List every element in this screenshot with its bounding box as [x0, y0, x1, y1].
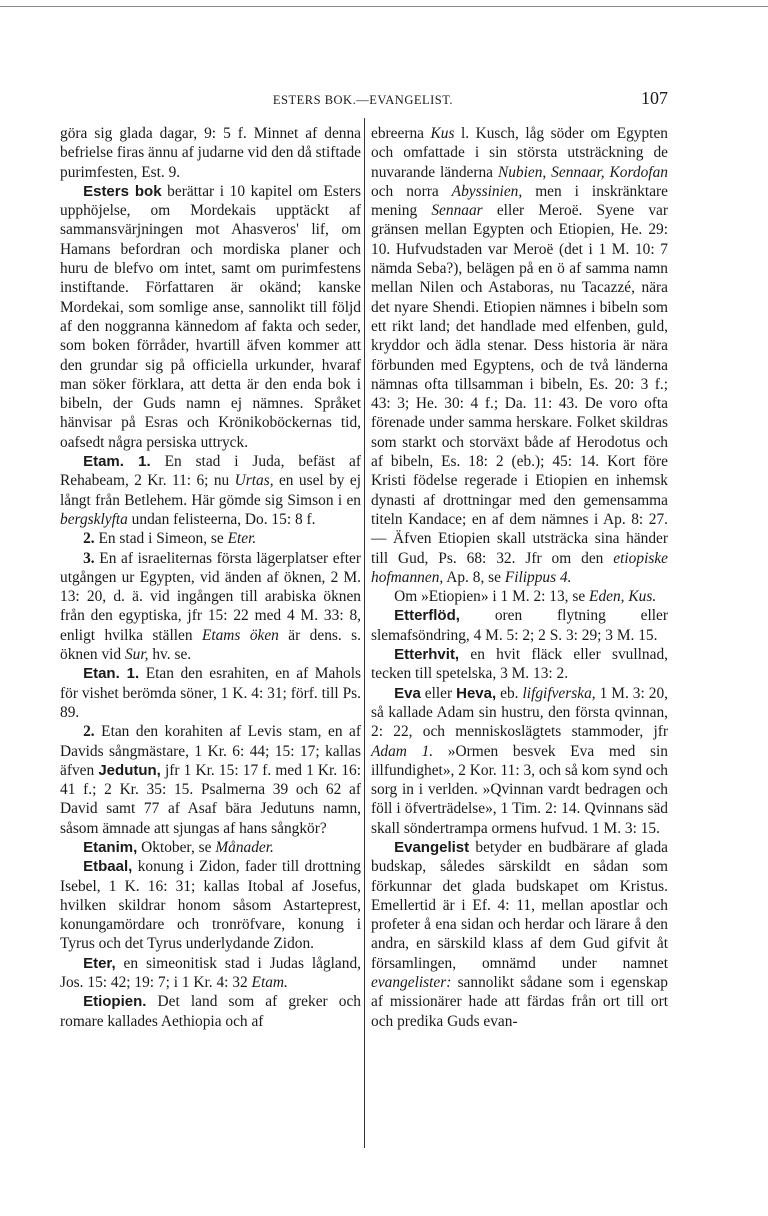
- headword: Etan. 1.: [83, 665, 140, 683]
- entry-etiopien-continued: ebreerna Kus l. Kusch, låg söder om Egypten och omfattade i sin största utsträckning de nuvarande länderna Nubien, Sennaar, Kordofan och norra Abyssinien, men i inskränktare mening Sennaar eller Meroë. Syene var gränsen mellan Egypten och Etiopien, He. 29: 10. Hufvudstaden var Meroë (det i 1 M. 10: 7 nämda Seba?), belägen på en ö af samma namn mellan Nilen och Astaboras, nu Tacazzé, nära det nyare Shendi. Etiopien nämnes i bibeln som ett rikt land; det handlade med elfenben, guld, kryddor och ädla stenar. Dess historia är nära förbunden med Egyptens, och de två länderna nämnas ofta tillsamman i bibeln, Es. 20: 3 f.; 43: 3; He. 30: 4 f.; Da. 11: 43. De voro ofta förenade under samma herskare. Folket skildras som starkt och storväxt både af Herodotus och af bibeln, Es. 18: 2 (eb.); 45: 14. Kort före Kristi födelse regerade i Etiopien en inhemsk dynasti af drottningar med den gemensamma titeln Kandace; en af dem nämnes i Ap. 8: 27. — Äfven Etiopien skall utsträcka sina händer till Gud, Ps. 68: 32. Jfr om den etiopiske hofmannen, Ap. 8, se Filippus 4.: [371, 125, 668, 586]
- headword: Esters bok: [83, 182, 162, 200]
- headword: Heva,: [456, 684, 497, 702]
- page-number: 107: [641, 88, 668, 108]
- page-header: [58, 88, 668, 110]
- right-column: [371, 124, 668, 1031]
- left-column: [60, 124, 361, 1031]
- entry-eva: Eva eller Heva, eb. lifgifverska, 1 M. 3: 20, så kallade Adam sin hustru, den första qvinnan, 2: 22, och menniskoslägtets stammoder, jfr Adam 1. »Ormen besvek Eva med sin illfundighet», 2 Kor. 11: 3, och så kom synd och sorg in i verlden. »Qvinnan vardt bedragen och föll i öfverträdelse», 1 Tim. 2: 14. Qvinnans säd skall söndertrampa ormens hufvud. 1 M. 3: 15.: [371, 684, 668, 837]
- headword: Etterhvit,: [394, 646, 460, 664]
- entry-etiopien-note: Om »Etiopien» i 1 M. 2: 13, se Eden, Kus.: [394, 588, 657, 606]
- entry-etterhvit: Etterhvit, en hvit fläck eller svullnad, tecken till spetelska, 3 M. 13: 2.: [371, 646, 668, 683]
- entry-etam-3: 3. En af israeliternas första lägerplatser efter utgången ur Egypten, vid änden af öknen, 2 M. 13: 20, d. ä. vid ingången till arabiska öknen från den egyptiska, jfr 15: 22 med 4 M. 33: 8, enligt hvilka ställen Etams öken är dens. s. öknen vid Sur, hv. se.: [60, 549, 361, 664]
- headword: Etbaal,: [83, 858, 133, 876]
- headword: Etam. 1.: [83, 453, 151, 471]
- headword: Evangelist: [394, 838, 470, 856]
- headword: Eva: [394, 684, 421, 702]
- entry-etan-1: Etan. 1. Etan den esrahiten, en af Mahols för vishet berömda söner, 1 K. 4: 31; förf. till Ps. 89.: [60, 665, 361, 721]
- headword: Etanim,: [83, 838, 138, 856]
- entry-etiopien: Etiopien. Det land som af greker och romare kallades Aethiopia och af: [60, 993, 361, 1030]
- entry-evangelist: Evangelist betyder en budbärare af glada budskap, således särskildt en sådan som förkunnar det glada budskapet om Kristus. Emellertid är i Ef. 4: 11, mellan apostlar och profeter å ena sidan och herdar och lärare å den andra, en särskild klass af dem Gud gifvit åt församlingen, omnämd under namnet evangelister: sannolikt sådane som i egenskap af missionärer hade att färdas från ort till ort och predika Guds evan-: [371, 838, 668, 1030]
- running-title: ESTERS BOK.—EVANGELIST.: [272, 93, 454, 107]
- paragraph-continuation: göra sig glada dagar, 9: 5 f. Minnet af denna befrielse firas ännu af judarne vid den då stiftade purimfesten, Est. 9.: [60, 125, 361, 181]
- entry-etanim: Etanim, Oktober, se Månader.: [83, 838, 274, 856]
- entry-esters-bok: Esters bok berättar i 10 kapitel om Esters upphöjelse, om Mordekais upptäckt af sammansvärjningen mot Ahasveros' lif, om Hamans befordran och mordiska planer och huru de blefvo om intet, samt om purimfestens instiftande. Författaren är okänd; kanske Mordekai, som somlige anse, sannolikt till följd af den noggranna kännedom af fakta och seder, som boken förråder, hvartill äfven kommer att den grundar sig på officiella urkunder, hvaraf man söker förklara, att detta är den enda bok i bibeln, der Guds namn ej nämnes. Språket hänvisar på Esras och Krönikoböckernas tid, oafsedt några persiska uttryck.: [60, 182, 362, 451]
- headword: Eter,: [83, 954, 116, 972]
- entry-etterflod: Etterflöd, oren flytning eller slemafsöndring, 4 M. 5: 2; 2 S. 3: 29; 3 M. 15.: [371, 607, 668, 644]
- entry-eter: Eter, en simeonitisk stad i Judas lågland, Jos. 15: 42; 19: 7; i 1 Kr. 4: 32 Etam.: [60, 954, 361, 992]
- column-divider: [364, 118, 365, 1148]
- entry-etam-2: 2. En stad i Simeon, se Eter.: [83, 530, 257, 548]
- headword: Etiopien.: [83, 993, 147, 1011]
- headword: Etterflöd,: [394, 607, 460, 625]
- top-edge-rule: [0, 6, 768, 7]
- entry-etam-1: Etam. 1. En stad i Juda, befäst af Rehabeam, 2 Kr. 11: 6; nu Urtas, en usel by ej långt från Betlehem. Här gömde sig Simson i en bergsklyfta undan felisteerna, Do. 15: 8 f.: [60, 453, 361, 528]
- entry-etbaal: Etbaal, konung i Zidon, fader till drottning Isebel, 1 K. 16: 31; kallas Itobal af Josefus, hvilken skildrar honom såsom Astarteprest, konungamördare och tronröfvare, konung i Tyrus och det Tyrus underlydande Zidon.: [60, 858, 361, 953]
- entry-etan-2: 2. Etan den korahiten af Levis stam, en af Davids sångmästare, 1 Kr. 6: 44; 15: 17; kallas äfven Jedutun, jfr 1 Kr. 15: 17 f. med 1 Kr. 16: 41 f.; 2 Kr. 35: 15. Psalmerna 39 och 62 af David samt 77 af Asaf bära Jedutuns namn, såsom ämnade att sjungas af hans sångkör?: [60, 723, 361, 837]
